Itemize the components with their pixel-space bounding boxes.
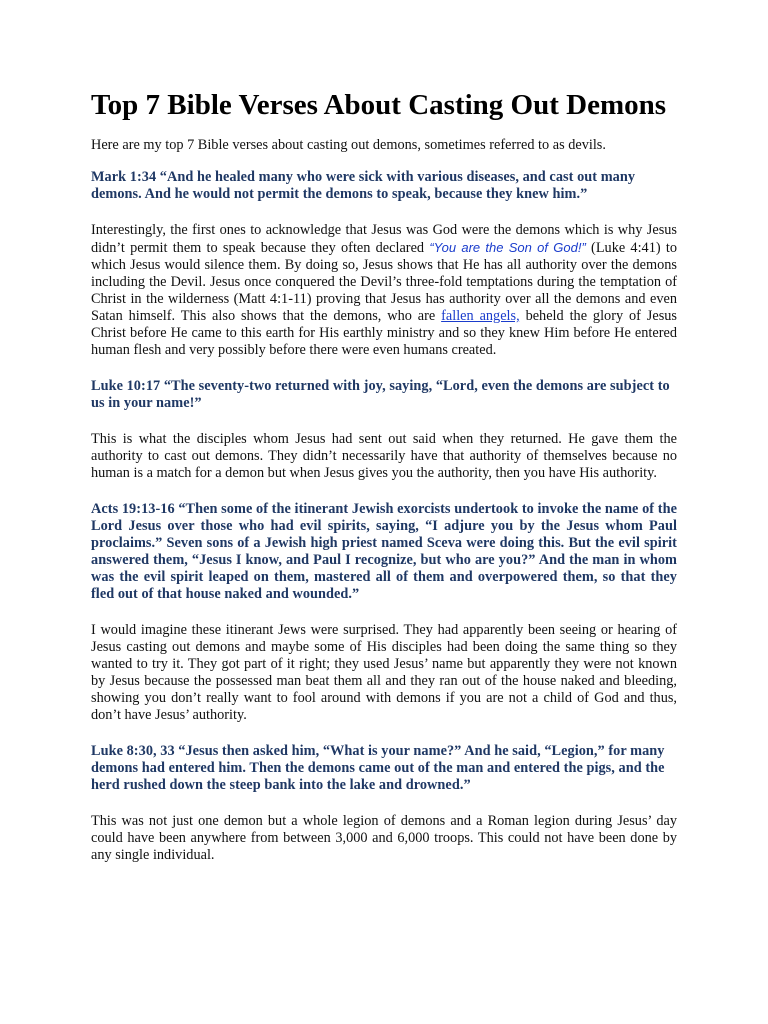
commentary-paragraph [91,222,677,359]
commentary-paragraph: I would imagine these itinerant Jews were surprised. They had apparently been seeing or hearing of Jesus casting out demons and maybe some of His disciples had been doing the same thing so they wanted to try it. They got part of it right; they used Jesus’ name but apparently they were not known by Jesus because the possessed man beat them all and they ran out of the house naked and bleeding, showing you don’t really want to fool around with demons if you are not a child of God and thus, don’t have Jesus’ authority. [91,622,677,723]
commentary-text: Interestingly, the first ones to acknowledge that Jesus was God were the demons which is why Jesus didn’t permit them to speak because they often declared [91,222,677,256]
verse-acts-19-13-16: Acts 19:13-16 “Then some of the itinerant Jewish exorcists undertook to invoke the name of the Lord Jesus over those who had evil spirits, saying, “I adjure you by the Jesus whom Paul proclaims.” Seven sons of a Jewish high priest named Sceva were doing this. But the evil spirit answered them, “Jesus I know, and Paul I recognize, but who are you?” And the man in whom was the evil spirit leaped on them, mastered all of them and overpowered them, so that they fled out of that house naked and wounded.” [91,501,677,602]
commentary-paragraph: This was not just one demon but a whole legion of demons and a Roman legion during Jesus’ day could have been anywhere from between 3,000 and 6,000 troops. This could not have been done by any single individual. [91,813,677,863]
verse-mark-1-34: Mark 1:34 “And he healed many who were sick with various diseases, and cast out many demons. And he would not permit the demons to speak, because they knew him.” [91,169,636,202]
commentary-text: beheld the glory of Jesus Christ before He came to this earth for His earthly ministry and so they knew Him before He entered human flesh and very possibly before there were even humans created. [91,308,677,358]
intro-paragraph: Here are my top 7 Bible verses about casting out demons, sometimes referred to as devils. [91,137,606,153]
commentary-text: (Luke 4:41) to which Jesus would silence them. By doing so, Jesus shows that He has all authority over the demons including the Devil. Jesus once conquered the Devil’s three-fold temptations during the temptation of Christ in the wilderness (Matt 4:1-11) proving that Jesus has authority over all the demons and even Satan himself. This also shows that the demons, who are [91,240,677,324]
verse-luke-8-30-33: Luke 8:30, 33 “Jesus then asked him, “What is your name?” And he said, “Legion,” for many demons had entered him. Then the demons came out of the man and entered the pigs, and the herd rushed down the steep bank into the lake and drowned.” [91,743,665,793]
document-page [91,88,677,864]
commentary-paragraph: This is what the disciples whom Jesus had sent out said when they returned. He gave them the authority to cast out demons. They didn’t necessarily have that authority of themselves because no human is a match for a demon but when Jesus gives you the authority, then you have His authority. [91,431,677,481]
page-title: Top 7 Bible Verses About Casting Out Demons [91,89,667,121]
inline-quote: “You are the Son of God!” [429,240,586,255]
fallen-angels-link[interactable]: fallen angels, [441,308,520,324]
verse-luke-10-17: Luke 10:17 “The seventy-two returned with joy, saying, “Lord, even the demons are subject to us in your name!” [91,378,670,411]
